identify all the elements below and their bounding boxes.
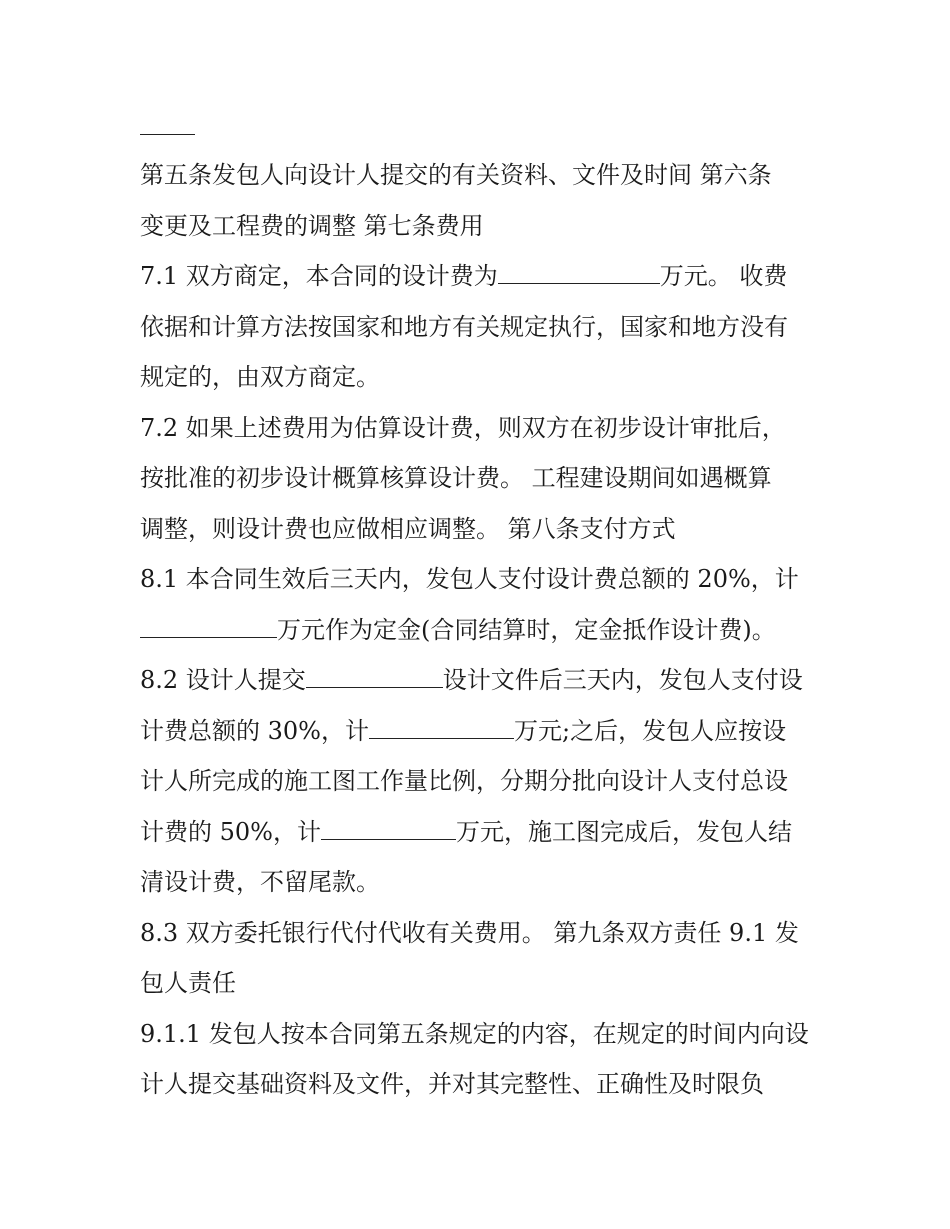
fill-in-blank-line — [321, 819, 456, 840]
fill-in-blank-line — [140, 617, 277, 638]
text-line — [140, 706, 820, 757]
text-segment: 9.1.1 发包人按本合同第五条规定的内容，在规定的时间内向设 — [140, 1019, 809, 1048]
text-line — [140, 403, 820, 454]
text-segment: 计费的 50%，计 — [140, 817, 321, 846]
text-segment: 万元，施工图完成后，发包人结 — [455, 817, 792, 846]
text-segment: 万元;之后，发包人应按设 — [513, 716, 787, 745]
text-line — [140, 1009, 820, 1060]
text-segment: 规定的，由双方商定。 — [140, 363, 380, 391]
text-line — [140, 150, 820, 201]
text-segment: 依据和计算方法按国家和地方有关规定执行，国家和地方没有 — [140, 312, 788, 341]
text-line — [140, 504, 820, 555]
text-segment: 8.1 本合同生效后三天内，发包人支付设计费总额的 20%，计 — [140, 565, 799, 593]
text-line — [140, 302, 820, 353]
text-line — [140, 756, 820, 807]
text-line — [140, 352, 820, 403]
text-line — [140, 453, 820, 504]
text-line — [140, 655, 820, 706]
text-line — [140, 201, 820, 252]
text-segment: 调整，则设计费也应做相应调整。 第八条支付方式 — [140, 514, 676, 543]
text-line — [140, 554, 820, 605]
text-segment: 第五条发包人向设计人提交的有关资料、文件及时间 第六条 — [140, 161, 772, 189]
text-segment: 包人责任 — [140, 969, 236, 997]
text-line — [140, 1059, 820, 1110]
text-segment: 7.1 双方商定，本合同的设计费为 — [140, 262, 498, 290]
contract-text-block — [140, 150, 820, 1110]
text-segment: 清设计费，不留尾款。 — [140, 868, 380, 896]
text-segment: 8.2 设计人提交 — [140, 666, 306, 694]
fill-in-blank-line — [369, 718, 514, 739]
text-segment: 8.3 双方委托银行代付代收有关费用。 第九条双方责任 9.1 发 — [140, 918, 799, 947]
text-segment: 变更及工程费的调整 第七条费用 — [140, 211, 484, 240]
text-segment: 设计文件后三天内，发包人支付设 — [442, 666, 803, 694]
top-fill-in-blank-line — [140, 134, 195, 135]
text-line — [140, 857, 820, 908]
fill-in-blank-line — [306, 667, 443, 688]
text-line — [140, 807, 820, 858]
text-segment: 计费总额的 30%，计 — [140, 716, 369, 745]
text-line — [140, 251, 820, 302]
fill-in-blank-line — [498, 263, 660, 284]
text-line — [140, 908, 820, 959]
text-segment: 按批准的初步设计概算核算设计费。 工程建设期间如遇概算 — [140, 464, 772, 492]
text-segment: 计人提交基础资料及文件，并对其完整性、正确性及时限负 — [140, 1070, 764, 1098]
text-line — [140, 958, 820, 1009]
text-segment: 万元。 收费 — [659, 262, 788, 290]
text-line — [140, 605, 820, 656]
text-segment: 7.2 如果上述费用为估算设计费，则双方在初步设计审批后， — [140, 413, 786, 442]
text-segment: 万元作为定金(合同结算时，定金抵作设计费)。 — [277, 615, 776, 644]
text-segment: 计人所完成的施工图工作量比例，分期分批向设计人支付总设 — [140, 767, 788, 795]
